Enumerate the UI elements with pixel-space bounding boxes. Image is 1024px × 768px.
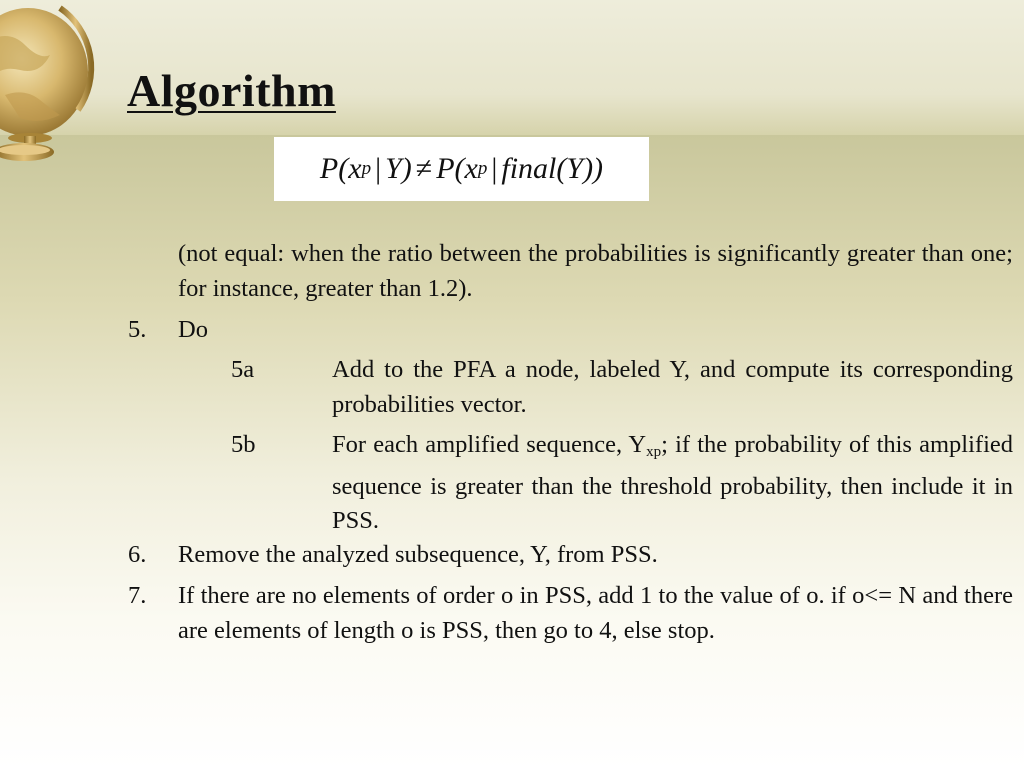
formula-image: [274, 137, 649, 201]
globe-icon: [0, 0, 100, 165]
formula-rhs: P(x: [436, 152, 478, 185]
formula-lhs-subscript: p: [361, 158, 372, 179]
step-5-number: 5.: [128, 316, 147, 343]
step-7-text: If there are no elements of order o in PSS, add 1 to the value of o. if o<= N and there are elements of length o is PSS, then go to 4, else stop.: [178, 582, 1013, 644]
step-6-number: 6.: [128, 541, 147, 568]
formula-rhs-subscript: p: [477, 158, 488, 179]
substep-5b-label: 5b: [231, 431, 256, 458]
formula-given-bar-2: |: [491, 152, 498, 185]
step-6-text: Remove the analyzed subsequence, Y, from PSS.: [178, 541, 658, 568]
step-5-text: Do: [178, 316, 208, 343]
substep-5b-subscript: xp: [646, 444, 662, 460]
formula-rhs-given: final(Y)): [501, 152, 604, 185]
formula-lhs: P(x: [319, 152, 362, 185]
substep-5a-text: Add to the PFA a node, labeled Y, and compute its corresponding probabilities vector.: [332, 356, 1013, 418]
substep-5b-text-after: ; if the probability of this amplified sequence is greater than the threshold probability, then include it in PSS.: [332, 431, 1014, 534]
substep-5b-text-before: For each amplified sequence, Y: [332, 431, 647, 458]
step-7-number: 7.: [128, 582, 147, 609]
formula-operator: ≠: [415, 152, 433, 185]
formula-lhs-given: Y): [385, 152, 412, 185]
slide-title: Algorithm: [127, 65, 336, 116]
note-paragraph: (not equal: when the ratio between the probabilities is significantly greater than one; for instance, greater than 1.2).: [178, 240, 1013, 302]
substep-5a-label: 5a: [231, 356, 255, 383]
formula-given-bar: |: [375, 152, 382, 185]
substep-5b-text: [332, 428, 1013, 539]
